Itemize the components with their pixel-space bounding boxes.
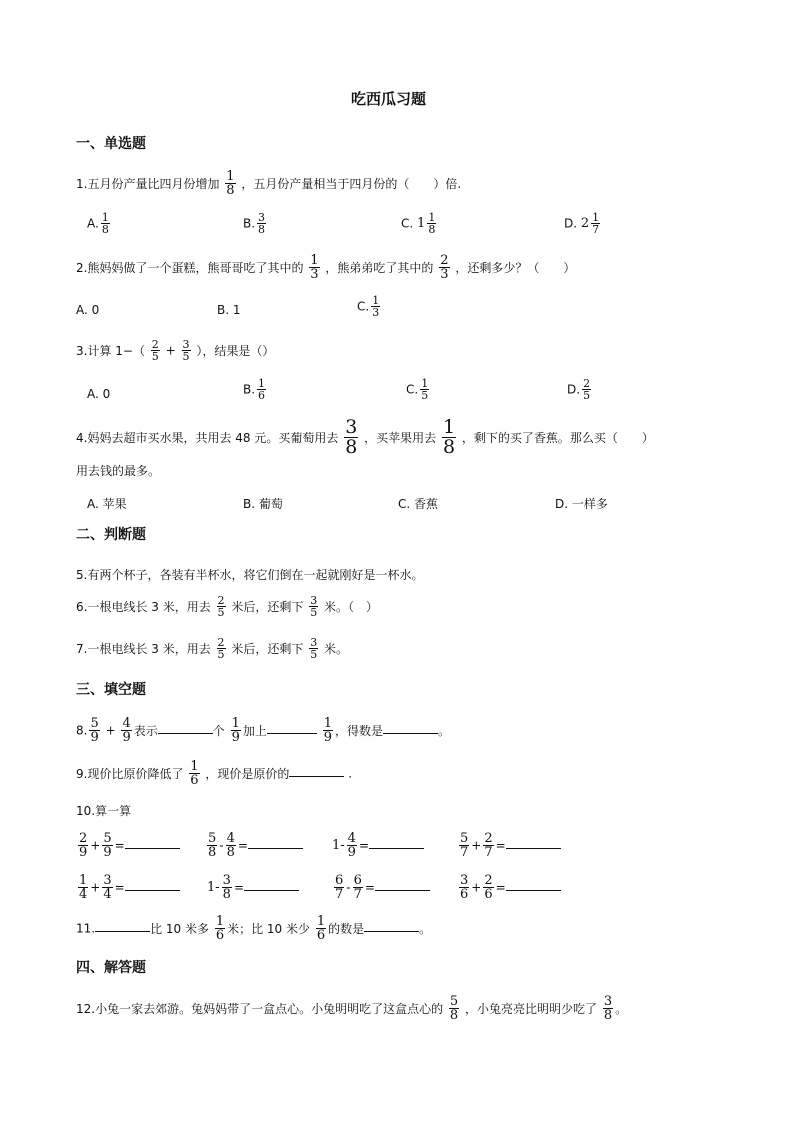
q3-option-d[interactable]: D. $\frac{2}{5}$	[567, 377, 591, 402]
q1-fraction: $\frac{1}{8}$	[226, 169, 235, 198]
q10-item: $\frac{5}{8}$ - $\frac{4}{8}$ =	[205, 832, 303, 859]
q8-blank-2[interactable]	[267, 733, 317, 734]
question-12: 12.小兔一家去郊游。兔妈妈带了一盒点心。小兔明明吃了这盒点心的 $\frac{5}{8}$ ，小兔亮亮比明明少吃了 $\frac{3}{8}$ 。	[76, 994, 628, 1023]
q4-fraction-1: $\frac{3}{8}$	[345, 416, 358, 458]
q10-item: $\frac{1}{4}$ + $\frac{3}{4}$ =	[76, 874, 180, 901]
section-heading-answer: 四、解答题	[76, 960, 146, 976]
q11-blank-1[interactable]	[95, 931, 150, 932]
question-8: 8. $\frac{5}{9}$ + $\frac{4}{9}$ 表示 个 $\frac{1}{9}$ 加上 $\frac{1}{9}$ ，得数是 。	[76, 716, 451, 745]
q10-item: $\frac{5}{7}$ + $\frac{2}{7}$ =	[457, 832, 561, 859]
q2-option-b[interactable]: B. 1	[217, 303, 241, 317]
question-11: 11. 比 10 米多 $\frac{1}{6}$ 米；比 10 米少 $\frac{1}{6}$ 的数是 。	[76, 914, 432, 943]
q3-option-c[interactable]: C. $\frac{1}{5}$	[406, 377, 429, 402]
q10-blank[interactable]	[506, 890, 561, 891]
q2-fraction-1: $\frac{1}{3}$	[310, 253, 319, 282]
q3-fraction-2: $\frac{3}{5}$	[182, 338, 190, 363]
q10-blank[interactable]	[125, 890, 180, 891]
q8-blank-3[interactable]	[383, 733, 438, 734]
q2-fraction-2: $\frac{2}{3}$	[440, 253, 449, 282]
question-2: 2.熊妈妈做了一个蛋糕，熊哥哥吃了其中的 $\frac{1}{3}$ ，熊弟弟吃了其中的 $\frac{2}{3}$ ，还剩多少？（ ）	[76, 253, 576, 282]
q4-option-b[interactable]: B. 葡萄	[243, 497, 283, 511]
q11-blank-2[interactable]	[364, 931, 419, 932]
q10-blank[interactable]	[369, 848, 424, 849]
section-heading-single-choice: 一、单选题	[76, 136, 146, 152]
question-4: 4.妈妈去超市买水果，共用去 48 元。买葡萄用去 $\frac{3}{8}$ ，买苹果用去 $\frac{1}{8}$ ，剩下的买了香蕉。那么买（ ）	[76, 416, 654, 458]
q10-blank[interactable]	[244, 890, 299, 891]
section-heading-true-false: 二、判断题	[76, 527, 146, 543]
q2-option-a[interactable]: A. 0	[76, 303, 100, 317]
question-1	[76, 170, 461, 197]
q4-line-2: 用去钱的最多。	[76, 464, 161, 478]
q10-blank[interactable]	[248, 848, 303, 849]
q4-option-a[interactable]: A. 苹果	[87, 497, 127, 511]
q4-option-d[interactable]: D. 一样多	[555, 497, 608, 511]
q1-text-b: ，五月份产量相当于四月份的（ ）倍.	[241, 177, 462, 191]
q4-option-c[interactable]: C. 香蕉	[398, 497, 439, 511]
q4-fraction-2: $\frac{1}{8}$	[442, 416, 456, 458]
q10-item: 1- $\frac{4}{9}$ =	[332, 832, 424, 859]
q1-option-d[interactable]: D. 2 $\frac{1}{7}$	[564, 211, 600, 236]
q10-item: $\frac{2}{9}$ + $\frac{5}{9}$ =	[76, 832, 180, 859]
section-heading-fill-blank: 三、填空题	[76, 682, 146, 698]
question-5: 5.有两个杯子，各装有半杯水，将它们倒在一起就刚好是一杯水。	[76, 568, 424, 582]
question-7: 7.一根电线长 3 米，用去 $\frac{2}{5}$ 米后，还剩下 $\frac{3}{5}$ 米。	[76, 636, 349, 661]
q3-option-a[interactable]: A. 0	[87, 387, 111, 401]
q9-blank[interactable]	[289, 776, 344, 777]
question-6: 6.一根电线长 3 米，用去 $\frac{2}{5}$ 米后，还剩下 $\frac{3}{5}$ 米。（ ）	[76, 594, 379, 619]
q10-blank[interactable]	[125, 848, 180, 849]
q3-option-b[interactable]: B. $\frac{1}{6}$	[243, 377, 266, 402]
q10-item: $\frac{3}{6}$ + $\frac{2}{6}$ =	[457, 874, 561, 901]
q1-option-b[interactable]: B. $\frac{3}{8}$	[243, 211, 266, 236]
q2-option-c[interactable]: C. $\frac{1}{3}$	[357, 294, 380, 319]
q10-blank[interactable]	[375, 890, 430, 891]
q1-option-a[interactable]: A. $\frac{1}{8}$	[87, 211, 109, 236]
question-3: 3.计算 1−（ $\frac{2}{5}$ + $\frac{3}{5}$ ），结果是（）	[76, 338, 275, 363]
q1-option-c[interactable]: C. 1 $\frac{1}{8}$	[401, 211, 436, 236]
page-title: 吃西瓜习题	[351, 90, 427, 108]
q10-item: 1- $\frac{3}{8}$ =	[207, 874, 299, 901]
q1-text-a: 1.五月份产量比四月份增加	[76, 177, 220, 191]
q10-blank[interactable]	[506, 848, 561, 849]
q10-item: $\frac{6}{7}$ - $\frac{6}{7}$ =	[332, 874, 430, 901]
question-9: 9.现价比原价降低了 $\frac{1}{6}$ ，现价是原价的 .	[76, 759, 353, 788]
q8-blank-1[interactable]	[158, 733, 213, 734]
question-10-title: 10.算一算	[76, 804, 132, 818]
q3-fraction-1: $\frac{2}{5}$	[151, 338, 159, 363]
